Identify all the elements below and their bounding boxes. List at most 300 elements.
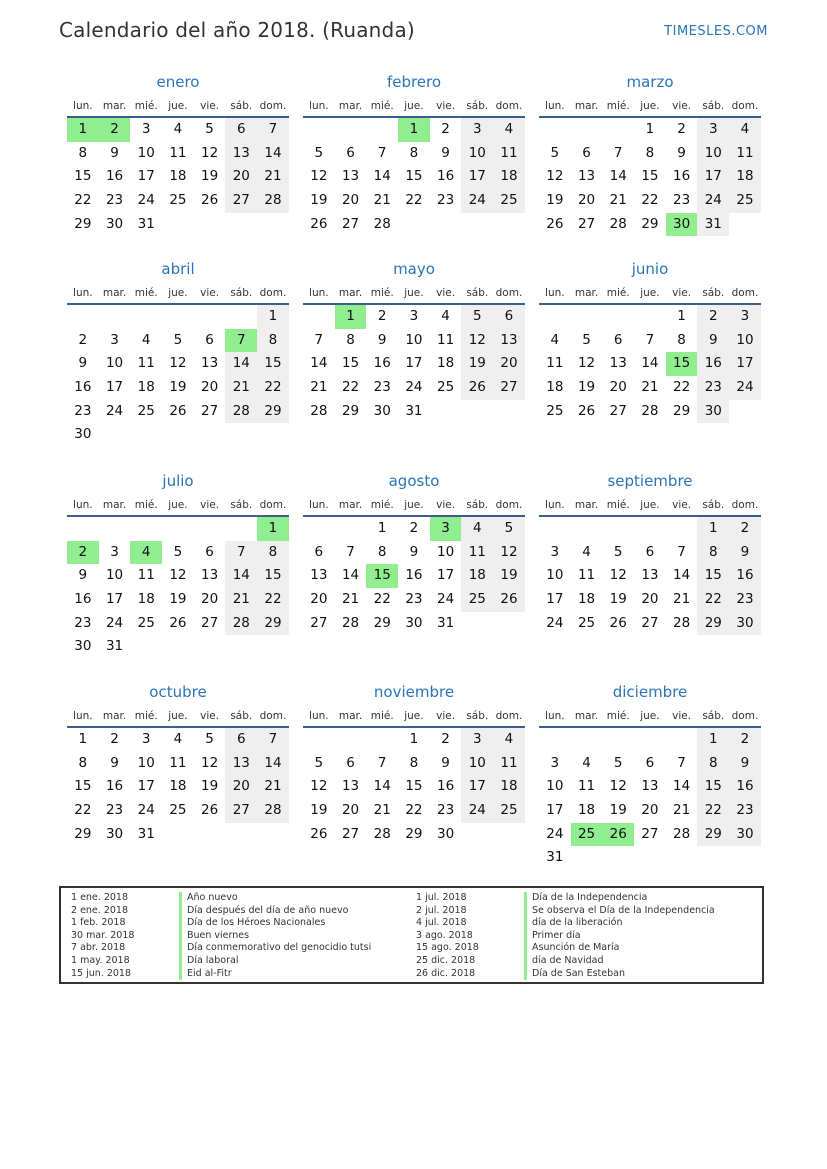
- day-cell: 26: [169, 614, 187, 631]
- legend-row: [416, 930, 715, 943]
- empty-cell: [130, 517, 162, 541]
- weekday-label: dom.: [259, 100, 287, 112]
- empty-cell: [194, 423, 226, 447]
- day-cell: 17: [461, 165, 493, 189]
- day-cell: 2: [110, 731, 119, 747]
- day-cell: 25: [546, 402, 564, 419]
- day-cell: 24: [105, 614, 124, 631]
- day-cell: 19: [169, 591, 187, 608]
- empty-cell: [461, 612, 493, 636]
- day-cell: 8: [645, 144, 655, 161]
- day-cell: 7: [225, 541, 257, 565]
- day-cell: 23: [74, 614, 92, 631]
- day-cell: 25: [729, 189, 761, 213]
- day-cell: 2: [697, 305, 729, 329]
- day-cell: 16: [74, 379, 92, 396]
- day-cell: 3: [550, 543, 560, 560]
- day-cell: 20: [310, 591, 328, 608]
- day-cell: 16: [697, 352, 729, 376]
- day-cell: 6: [645, 543, 655, 560]
- day-cell: 11: [577, 567, 596, 584]
- legend-column-left: [71, 892, 371, 980]
- day-cell: 28: [673, 614, 691, 631]
- day-cell: 17: [437, 567, 455, 584]
- holiday-day-cell: 2: [67, 541, 99, 565]
- day-cell: 16: [729, 775, 761, 799]
- day-cell: 5: [205, 121, 214, 137]
- weekday-header: [539, 283, 761, 303]
- holiday-name: Buen viernes: [179, 930, 249, 943]
- day-cell: 25: [577, 614, 596, 631]
- empty-cell: [303, 517, 335, 541]
- day-cell: 19: [577, 379, 596, 396]
- holiday-date: 15 jun. 2018: [71, 967, 132, 979]
- day-cell: 22: [673, 379, 691, 396]
- day-cell: 21: [641, 379, 659, 396]
- day-cell: 23: [437, 802, 455, 819]
- day-cell: 25: [137, 402, 155, 419]
- holiday-name: Día de la Independencia: [524, 892, 647, 905]
- holiday-name: día de la liberación: [524, 917, 622, 930]
- day-cell: 3: [409, 308, 419, 324]
- month-noviembre: [303, 683, 525, 846]
- day-cell: 9: [677, 144, 686, 161]
- day-cell: 18: [577, 591, 596, 608]
- legend-row: [416, 968, 715, 981]
- weekday-label: mié.: [134, 499, 158, 511]
- empty-cell: [602, 305, 634, 329]
- day-cell: 21: [373, 802, 391, 819]
- day-cell: 14: [641, 355, 659, 372]
- day-cell: 21: [673, 591, 691, 608]
- day-cell: 15: [74, 168, 92, 185]
- holiday-day-cell: 25: [571, 823, 603, 847]
- day-cell: 18: [137, 379, 155, 396]
- day-cell: 19: [461, 352, 493, 376]
- weekday-label: mié.: [370, 100, 394, 112]
- month-febrero: [303, 73, 525, 236]
- day-cell: 16: [437, 778, 455, 795]
- holiday-date: 1 may. 2018: [71, 954, 130, 966]
- holiday-day-cell: 15: [366, 564, 398, 588]
- day-cell: 14: [673, 778, 691, 795]
- day-cell: 2: [729, 517, 761, 541]
- day-cell: 9: [409, 543, 419, 560]
- day-cell: 3: [461, 728, 493, 752]
- weekday-label: vie.: [672, 100, 692, 112]
- day-cell: 24: [105, 402, 124, 419]
- day-cell: 24: [697, 189, 729, 213]
- empty-cell: [99, 305, 131, 329]
- empty-cell: [366, 728, 398, 752]
- day-grid: [303, 728, 525, 846]
- day-cell: 15: [405, 168, 423, 185]
- weekday-label: sáb.: [466, 710, 489, 722]
- day-cell: 7: [645, 331, 655, 348]
- weekday-label: mar.: [102, 710, 127, 722]
- day-cell: 21: [373, 192, 391, 209]
- day-cell: 8: [257, 541, 289, 565]
- day-cell: 1: [697, 728, 729, 752]
- day-cell: 28: [257, 189, 289, 213]
- day-cell: 26: [609, 614, 627, 631]
- weekday-label: vie.: [672, 287, 692, 299]
- empty-cell: [225, 305, 257, 329]
- day-grid: [67, 728, 289, 846]
- day-grid: [67, 305, 289, 447]
- legend-row: [71, 917, 371, 930]
- day-cell: 21: [673, 802, 691, 819]
- day-cell: 28: [373, 215, 391, 232]
- day-cell: 8: [409, 754, 419, 771]
- brand-link[interactable]: TIMESLES.COM: [664, 24, 768, 39]
- day-cell: 16: [74, 591, 92, 608]
- day-cell: 16: [373, 355, 391, 372]
- day-cell: 15: [74, 778, 92, 795]
- day-cell: 28: [341, 614, 360, 631]
- day-cell: 5: [550, 144, 560, 161]
- legend-row: [416, 955, 715, 968]
- day-cell: 29: [74, 215, 92, 232]
- empty-cell: [67, 517, 99, 541]
- day-cell: 13: [641, 778, 659, 795]
- day-cell: 18: [493, 165, 525, 189]
- day-cell: 23: [437, 192, 455, 209]
- weekday-label: sáb.: [702, 499, 725, 511]
- empty-cell: [335, 118, 367, 142]
- day-cell: 24: [137, 802, 155, 819]
- day-grid: [539, 305, 761, 423]
- day-cell: 8: [377, 543, 387, 560]
- holiday-day-cell: 1: [335, 305, 367, 329]
- month-mayo: [303, 260, 525, 423]
- weekday-label: dom.: [495, 287, 523, 299]
- day-cell: 12: [577, 355, 596, 372]
- day-cell: 20: [341, 802, 360, 819]
- day-cell: 22: [405, 802, 423, 819]
- weekday-label: jue.: [404, 499, 424, 511]
- day-cell: 1: [257, 305, 289, 329]
- day-cell: 2: [441, 121, 450, 137]
- weekday-label: lun.: [73, 710, 93, 722]
- empty-cell: [194, 517, 226, 541]
- weekday-label: jue.: [404, 710, 424, 722]
- day-cell: 30: [74, 426, 92, 443]
- day-cell: 28: [225, 612, 257, 636]
- empty-cell: [634, 846, 666, 870]
- day-cell: 10: [546, 778, 564, 795]
- empty-cell: [162, 213, 194, 237]
- day-cell: 12: [546, 168, 564, 185]
- day-cell: 20: [609, 379, 627, 396]
- empty-cell: [571, 305, 603, 329]
- holiday-day-cell: 26: [602, 823, 634, 847]
- weekday-header: [539, 706, 761, 726]
- month-abril: [67, 260, 289, 447]
- month-title: abril: [161, 260, 195, 278]
- day-cell: 11: [137, 355, 155, 372]
- weekday-label: lun.: [309, 100, 329, 112]
- day-cell: 5: [613, 543, 623, 560]
- day-cell: 20: [577, 192, 596, 209]
- day-cell: 31: [137, 215, 155, 232]
- holiday-date: 2 ene. 2018: [71, 904, 128, 916]
- day-grid: [67, 517, 289, 659]
- day-cell: 18: [169, 778, 187, 795]
- day-cell: 23: [729, 588, 761, 612]
- day-cell: 23: [105, 192, 124, 209]
- day-cell: 10: [405, 331, 423, 348]
- day-cell: 29: [373, 614, 391, 631]
- day-cell: 23: [105, 802, 124, 819]
- day-cell: 2: [441, 731, 450, 747]
- empty-cell: [366, 118, 398, 142]
- day-cell: 19: [310, 802, 328, 819]
- day-cell: 26: [310, 825, 328, 842]
- day-cell: 12: [310, 778, 328, 795]
- day-cell: 8: [257, 329, 289, 353]
- day-cell: 12: [461, 329, 493, 353]
- empty-cell: [539, 118, 571, 142]
- day-cell: 22: [697, 588, 729, 612]
- day-cell: 3: [729, 305, 761, 329]
- day-cell: 7: [377, 144, 387, 161]
- day-cell: 1: [377, 520, 387, 536]
- day-grid: [539, 118, 761, 236]
- day-cell: 23: [405, 591, 423, 608]
- month-title: enero: [156, 73, 200, 91]
- legend-row: [71, 968, 371, 981]
- day-cell: 5: [582, 331, 591, 348]
- day-cell: 27: [609, 402, 627, 419]
- weekday-label: vie.: [436, 287, 456, 299]
- day-cell: 1: [409, 731, 419, 747]
- day-cell: 3: [110, 331, 119, 348]
- day-cell: 17: [105, 591, 124, 608]
- day-cell: 12: [609, 567, 627, 584]
- day-cell: 8: [409, 144, 419, 161]
- empty-cell: [130, 635, 162, 659]
- day-cell: 4: [729, 118, 761, 142]
- empty-cell: [666, 728, 698, 752]
- empty-cell: [67, 305, 99, 329]
- day-cell: 7: [346, 543, 355, 560]
- day-cell: 10: [461, 142, 493, 166]
- day-cell: 6: [645, 754, 655, 771]
- day-cell: 8: [78, 144, 88, 161]
- day-cell: 6: [582, 144, 591, 161]
- day-cell: 23: [697, 376, 729, 400]
- day-cell: 29: [74, 825, 92, 842]
- day-cell: 1: [645, 121, 655, 137]
- empty-cell: [225, 635, 257, 659]
- day-cell: 23: [74, 402, 92, 419]
- day-cell: 26: [493, 588, 525, 612]
- empty-cell: [162, 635, 194, 659]
- legend-row: [71, 905, 371, 918]
- day-cell: 21: [225, 588, 257, 612]
- weekday-label: sáb.: [702, 287, 725, 299]
- weekday-header: [303, 495, 525, 515]
- empty-cell: [194, 213, 226, 237]
- day-cell: 13: [341, 168, 360, 185]
- holiday-legend: [59, 886, 764, 984]
- day-cell: 3: [141, 731, 151, 747]
- day-cell: 19: [609, 802, 627, 819]
- month-title: noviembre: [373, 683, 455, 701]
- empty-cell: [162, 517, 194, 541]
- day-cell: 10: [697, 142, 729, 166]
- day-cell: 28: [257, 799, 289, 823]
- empty-cell: [461, 823, 493, 847]
- weekday-label: mié.: [370, 287, 394, 299]
- month-title: julio: [162, 472, 194, 490]
- legend-column-right: [416, 892, 715, 980]
- empty-cell: [461, 400, 493, 424]
- day-cell: 18: [461, 564, 493, 588]
- weekday-header: [539, 495, 761, 515]
- legend-row: [71, 955, 371, 968]
- day-cell: 12: [493, 541, 525, 565]
- day-cell: 25: [461, 588, 493, 612]
- day-cell: 30: [697, 400, 729, 424]
- weekday-label: jue.: [168, 710, 188, 722]
- empty-cell: [303, 118, 335, 142]
- empty-cell: [225, 423, 257, 447]
- empty-cell: [729, 213, 761, 237]
- legend-row: [71, 942, 371, 955]
- empty-cell: [634, 517, 666, 541]
- month-title: octubre: [149, 683, 207, 701]
- day-cell: 8: [697, 541, 729, 565]
- weekday-label: dom.: [259, 499, 287, 511]
- weekday-label: mar.: [338, 287, 363, 299]
- day-cell: 6: [205, 331, 214, 348]
- empty-cell: [162, 423, 194, 447]
- day-cell: 7: [314, 331, 324, 348]
- weekday-header: [539, 96, 761, 116]
- day-cell: 29: [673, 402, 691, 419]
- weekday-header: [303, 96, 525, 116]
- day-cell: 13: [641, 567, 659, 584]
- weekday-label: mar.: [574, 287, 599, 299]
- day-cell: 15: [697, 564, 729, 588]
- day-cell: 2: [409, 520, 419, 536]
- day-cell: 30: [437, 825, 455, 842]
- weekday-label: mié.: [134, 100, 158, 112]
- weekday-label: mié.: [606, 100, 630, 112]
- day-cell: 20: [201, 591, 219, 608]
- weekday-label: lun.: [309, 287, 329, 299]
- day-cell: 23: [673, 192, 691, 209]
- day-cell: 18: [493, 775, 525, 799]
- weekday-label: jue.: [168, 287, 188, 299]
- day-cell: 30: [729, 612, 761, 636]
- day-cell: 31: [105, 638, 124, 655]
- day-cell: 16: [673, 168, 691, 185]
- day-cell: 22: [405, 192, 423, 209]
- day-cell: 19: [310, 192, 328, 209]
- day-cell: 14: [341, 567, 360, 584]
- day-cell: 26: [201, 802, 219, 819]
- day-grid: [539, 517, 761, 635]
- day-cell: 27: [341, 215, 360, 232]
- legend-row: [71, 892, 371, 905]
- day-cell: 27: [201, 614, 219, 631]
- empty-cell: [539, 517, 571, 541]
- empty-cell: [430, 400, 462, 424]
- holiday-date: 7 abr. 2018: [71, 942, 126, 954]
- day-cell: 2: [78, 331, 88, 348]
- day-cell: 13: [201, 355, 219, 372]
- empty-cell: [257, 823, 289, 847]
- weekday-label: dom.: [731, 710, 759, 722]
- weekday-label: sáb.: [702, 100, 725, 112]
- day-cell: 27: [225, 189, 257, 213]
- day-grid: [303, 517, 525, 635]
- holiday-day-cell: 2: [99, 118, 131, 142]
- day-cell: 7: [257, 728, 289, 752]
- day-cell: 12: [201, 144, 219, 161]
- day-cell: 17: [697, 165, 729, 189]
- empty-cell: [225, 213, 257, 237]
- weekday-label: sáb.: [466, 287, 489, 299]
- day-cell: 21: [257, 165, 289, 189]
- weekday-label: sáb.: [466, 100, 489, 112]
- month-title: febrero: [386, 73, 442, 91]
- holiday-name: Día después del día de año nuevo: [179, 905, 348, 918]
- day-cell: 21: [609, 192, 627, 209]
- empty-cell: [634, 305, 666, 329]
- empty-cell: [430, 213, 462, 237]
- empty-cell: [666, 517, 698, 541]
- day-cell: 26: [461, 376, 493, 400]
- day-cell: 23: [729, 799, 761, 823]
- empty-cell: [493, 823, 525, 847]
- day-cell: 14: [257, 752, 289, 776]
- day-cell: 4: [550, 331, 560, 348]
- day-cell: 13: [310, 567, 328, 584]
- holiday-day-cell: 4: [130, 541, 162, 565]
- day-cell: 14: [225, 352, 257, 376]
- day-cell: 17: [546, 591, 564, 608]
- day-cell: 5: [173, 543, 183, 560]
- holiday-day-cell: 1: [398, 118, 430, 142]
- weekday-header: [67, 283, 289, 303]
- day-cell: 8: [78, 754, 88, 771]
- weekday-label: vie.: [200, 287, 220, 299]
- weekday-label: jue.: [640, 287, 660, 299]
- day-cell: 20: [341, 192, 360, 209]
- day-cell: 13: [225, 142, 257, 166]
- day-cell: 18: [729, 165, 761, 189]
- month-diciembre: [539, 683, 761, 870]
- day-cell: 1: [677, 308, 686, 324]
- empty-cell: [602, 728, 634, 752]
- day-cell: 6: [225, 118, 257, 142]
- day-cell: 31: [697, 213, 729, 237]
- empty-cell: [162, 305, 194, 329]
- day-cell: 29: [641, 215, 659, 232]
- weekday-label: jue.: [168, 100, 188, 112]
- holiday-name: Asunción de María: [524, 942, 620, 955]
- day-cell: 30: [105, 825, 124, 842]
- day-cell: 9: [110, 754, 119, 771]
- holiday-name: Día conmemorativo del genocidio tutsi: [179, 942, 371, 955]
- day-cell: 27: [641, 825, 659, 842]
- weekday-label: mar.: [574, 710, 599, 722]
- day-cell: 16: [105, 168, 124, 185]
